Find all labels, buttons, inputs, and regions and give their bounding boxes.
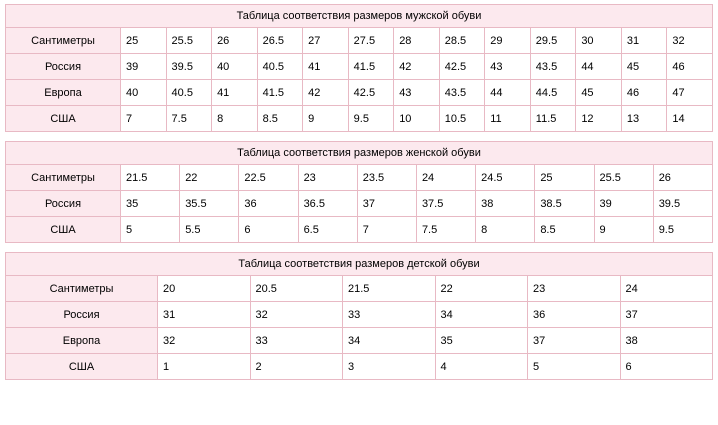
size-value-cell: 33 bbox=[343, 302, 436, 328]
table-caption: Таблица соответствия размеров мужской обуви bbox=[6, 5, 713, 28]
size-value-cell: 44 bbox=[576, 54, 622, 80]
size-value-cell: 3 bbox=[343, 354, 436, 380]
size-value-cell: 5.5 bbox=[180, 217, 239, 243]
size-header-cell: 20 bbox=[158, 276, 251, 302]
size-value-cell: 42 bbox=[303, 80, 349, 106]
size-value-cell: 45 bbox=[621, 54, 667, 80]
size-value-cell: 41 bbox=[212, 80, 258, 106]
table-row bbox=[6, 80, 713, 106]
size-header-cell: 23 bbox=[298, 165, 357, 191]
size-value-cell: 46 bbox=[621, 80, 667, 106]
size-header-cell: 32 bbox=[667, 28, 713, 54]
size-value-cell: 43 bbox=[394, 80, 440, 106]
size-header-cell: 20.5 bbox=[250, 276, 343, 302]
table-row bbox=[6, 165, 713, 191]
size-value-cell: 6 bbox=[239, 217, 298, 243]
row-label: Сантиметры bbox=[6, 165, 121, 191]
row-label: США bbox=[6, 106, 121, 132]
size-value-cell: 39 bbox=[594, 191, 653, 217]
size-value-cell: 39 bbox=[121, 54, 167, 80]
size-header-cell: 22.5 bbox=[239, 165, 298, 191]
size-value-cell: 47 bbox=[667, 80, 713, 106]
size-value-cell: 32 bbox=[250, 302, 343, 328]
table-caption: Таблица соответствия размеров женской обуви bbox=[6, 142, 713, 165]
size-value-cell: 11.5 bbox=[530, 106, 576, 132]
size-header-cell: 23 bbox=[528, 276, 621, 302]
size-value-cell: 43 bbox=[485, 54, 531, 80]
size-value-cell: 7 bbox=[121, 106, 167, 132]
table-caption-row bbox=[6, 5, 713, 28]
size-value-cell: 40 bbox=[212, 54, 258, 80]
size-value-cell: 36.5 bbox=[298, 191, 357, 217]
size-value-cell: 40.5 bbox=[166, 80, 212, 106]
mens-shoe-size-table bbox=[5, 4, 713, 132]
size-value-cell: 37 bbox=[528, 328, 621, 354]
size-header-cell: 25.5 bbox=[166, 28, 212, 54]
row-label: Сантиметры bbox=[6, 28, 121, 54]
table-row bbox=[6, 354, 713, 380]
size-value-cell: 42 bbox=[394, 54, 440, 80]
size-value-cell: 43.5 bbox=[439, 80, 485, 106]
size-header-cell: 29 bbox=[485, 28, 531, 54]
size-value-cell: 2 bbox=[250, 354, 343, 380]
row-label: Сантиметры bbox=[6, 276, 158, 302]
row-label: Россия bbox=[6, 302, 158, 328]
size-value-cell: 8.5 bbox=[257, 106, 303, 132]
size-value-cell: 34 bbox=[435, 302, 528, 328]
size-value-cell: 8 bbox=[212, 106, 258, 132]
table-row bbox=[6, 328, 713, 354]
size-value-cell: 44.5 bbox=[530, 80, 576, 106]
size-value-cell: 42.5 bbox=[348, 80, 394, 106]
size-value-cell: 6 bbox=[620, 354, 713, 380]
size-header-cell: 29.5 bbox=[530, 28, 576, 54]
size-value-cell: 13 bbox=[621, 106, 667, 132]
size-value-cell: 4 bbox=[435, 354, 528, 380]
table-row bbox=[6, 217, 713, 243]
size-header-cell: 26 bbox=[212, 28, 258, 54]
size-header-cell: 25.5 bbox=[594, 165, 653, 191]
row-label: Европа bbox=[6, 80, 121, 106]
size-value-cell: 7 bbox=[357, 217, 416, 243]
size-header-cell: 22 bbox=[435, 276, 528, 302]
size-value-cell: 35 bbox=[435, 328, 528, 354]
size-value-cell: 39.5 bbox=[166, 54, 212, 80]
size-value-cell: 43.5 bbox=[530, 54, 576, 80]
size-value-cell: 14 bbox=[667, 106, 713, 132]
size-header-cell: 31 bbox=[621, 28, 667, 54]
size-value-cell: 9 bbox=[303, 106, 349, 132]
size-value-cell: 39.5 bbox=[653, 191, 712, 217]
size-value-cell: 46 bbox=[667, 54, 713, 80]
size-value-cell: 41.5 bbox=[348, 54, 394, 80]
size-value-cell: 37 bbox=[357, 191, 416, 217]
size-value-cell: 7.5 bbox=[416, 217, 475, 243]
size-value-cell: 8 bbox=[476, 217, 535, 243]
size-header-cell: 28.5 bbox=[439, 28, 485, 54]
size-value-cell: 37 bbox=[620, 302, 713, 328]
size-value-cell: 31 bbox=[158, 302, 251, 328]
size-value-cell: 36 bbox=[528, 302, 621, 328]
row-label: Европа bbox=[6, 328, 158, 354]
size-value-cell: 5 bbox=[121, 217, 180, 243]
size-value-cell: 1 bbox=[158, 354, 251, 380]
table-caption-row bbox=[6, 253, 713, 276]
size-value-cell: 5 bbox=[528, 354, 621, 380]
size-value-cell: 8.5 bbox=[535, 217, 594, 243]
size-value-cell: 32 bbox=[158, 328, 251, 354]
table-row bbox=[6, 191, 713, 217]
size-value-cell: 45 bbox=[576, 80, 622, 106]
size-value-cell: 34 bbox=[343, 328, 436, 354]
size-value-cell: 42.5 bbox=[439, 54, 485, 80]
size-value-cell: 10.5 bbox=[439, 106, 485, 132]
table-row bbox=[6, 276, 713, 302]
size-value-cell: 6.5 bbox=[298, 217, 357, 243]
table-row bbox=[6, 28, 713, 54]
size-value-cell: 36 bbox=[239, 191, 298, 217]
size-value-cell: 41 bbox=[303, 54, 349, 80]
table-caption-row bbox=[6, 142, 713, 165]
size-value-cell: 9 bbox=[594, 217, 653, 243]
size-value-cell: 35.5 bbox=[180, 191, 239, 217]
size-value-cell: 9.5 bbox=[348, 106, 394, 132]
size-value-cell: 12 bbox=[576, 106, 622, 132]
size-header-cell: 22 bbox=[180, 165, 239, 191]
size-value-cell: 38.5 bbox=[535, 191, 594, 217]
table-row bbox=[6, 54, 713, 80]
size-value-cell: 11 bbox=[485, 106, 531, 132]
row-label: США bbox=[6, 217, 121, 243]
size-value-cell: 40.5 bbox=[257, 54, 303, 80]
size-header-cell: 23.5 bbox=[357, 165, 416, 191]
size-value-cell: 41.5 bbox=[257, 80, 303, 106]
size-header-cell: 26 bbox=[653, 165, 712, 191]
size-value-cell: 38 bbox=[476, 191, 535, 217]
size-header-cell: 27 bbox=[303, 28, 349, 54]
womens-shoe-size-table bbox=[5, 141, 713, 243]
size-header-cell: 26.5 bbox=[257, 28, 303, 54]
size-header-cell: 30 bbox=[576, 28, 622, 54]
size-value-cell: 33 bbox=[250, 328, 343, 354]
size-value-cell: 10 bbox=[394, 106, 440, 132]
size-value-cell: 35 bbox=[121, 191, 180, 217]
size-header-cell: 24.5 bbox=[476, 165, 535, 191]
row-label: Россия bbox=[6, 191, 121, 217]
table-caption: Таблица соответствия размеров детской обуви bbox=[6, 253, 713, 276]
row-label: Россия bbox=[6, 54, 121, 80]
table-row bbox=[6, 106, 713, 132]
size-value-cell: 40 bbox=[121, 80, 167, 106]
table-row bbox=[6, 302, 713, 328]
size-header-cell: 25 bbox=[535, 165, 594, 191]
size-value-cell: 9.5 bbox=[653, 217, 712, 243]
size-header-cell: 27.5 bbox=[348, 28, 394, 54]
size-value-cell: 37.5 bbox=[416, 191, 475, 217]
size-header-cell: 24 bbox=[620, 276, 713, 302]
size-value-cell: 44 bbox=[485, 80, 531, 106]
size-header-cell: 24 bbox=[416, 165, 475, 191]
size-header-cell: 21.5 bbox=[121, 165, 180, 191]
size-header-cell: 21.5 bbox=[343, 276, 436, 302]
kids-shoe-size-table bbox=[5, 252, 713, 380]
size-header-cell: 25 bbox=[121, 28, 167, 54]
size-value-cell: 38 bbox=[620, 328, 713, 354]
row-label: США bbox=[6, 354, 158, 380]
size-header-cell: 28 bbox=[394, 28, 440, 54]
size-value-cell: 7.5 bbox=[166, 106, 212, 132]
